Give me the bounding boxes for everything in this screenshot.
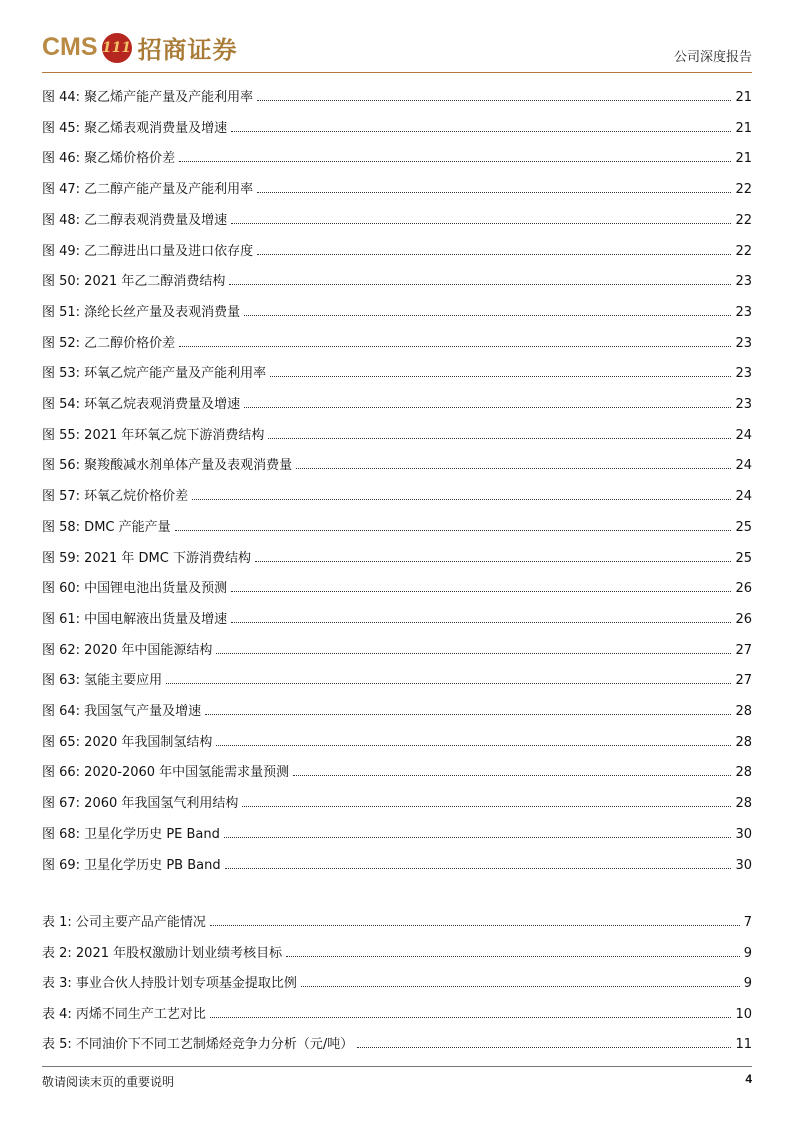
figure-entry-label: 图 51: 涤纶长丝产量及表观消费量 xyxy=(42,304,241,320)
dot-leader xyxy=(231,591,731,592)
dot-leader xyxy=(255,561,731,562)
figure-entry[interactable] xyxy=(42,793,752,811)
table-entry-page: 11 xyxy=(735,1037,752,1053)
figure-entry-page: 25 xyxy=(735,519,752,535)
figure-entry-label: 图 56: 聚羧酸减水剂单体产量及表观消费量 xyxy=(42,458,293,474)
figure-entry-label: 图 65: 2020 年我国制氢结构 xyxy=(42,734,213,750)
figure-entry-page: 23 xyxy=(735,274,752,290)
dot-leader xyxy=(166,683,731,684)
logo-badge-text: 111 xyxy=(101,39,132,56)
logo-badge-icon xyxy=(102,33,132,63)
dot-leader xyxy=(216,653,731,654)
table-entry-label: 表 5: 不同油价下不同工艺制烯烃竞争力分析（元/吨） xyxy=(42,1037,354,1053)
dot-leader xyxy=(210,925,740,926)
figure-entry-page: 24 xyxy=(735,489,752,505)
table-entry[interactable] xyxy=(42,1004,752,1022)
table-entry-page: 10 xyxy=(735,1006,752,1022)
dot-leader xyxy=(175,530,732,531)
figure-entry[interactable] xyxy=(42,670,752,688)
figure-entry-page: 28 xyxy=(735,765,752,781)
figure-entry-label: 图 67: 2060 年我国氢气利用结构 xyxy=(42,796,239,812)
figure-entry-label: 图 47: 乙二醇产能产量及产能利用率 xyxy=(42,182,254,198)
figure-entry-page: 23 xyxy=(735,397,752,412)
figure-entry-page: 28 xyxy=(735,734,752,750)
report-type: 公司深度报告 xyxy=(673,50,752,65)
figure-entry[interactable] xyxy=(42,210,752,228)
dot-leader xyxy=(242,806,731,807)
dot-leader xyxy=(244,407,731,408)
figure-entry-page: 22 xyxy=(735,212,752,228)
figure-entry-page: 26 xyxy=(735,581,752,597)
figure-entry[interactable] xyxy=(42,609,752,627)
logo-chinese-text: 招商证券 xyxy=(137,35,238,64)
dot-leader xyxy=(286,956,740,957)
dot-leader xyxy=(216,745,731,746)
dot-leader xyxy=(268,438,731,439)
figure-entry[interactable] xyxy=(42,241,752,259)
figure-entry[interactable] xyxy=(42,118,752,136)
table-entry-label: 表 2: 2021 年股权激励计划业绩考核目标 xyxy=(42,945,283,961)
figure-entry[interactable] xyxy=(42,455,752,473)
figure-entry[interactable] xyxy=(42,486,752,504)
table-entry[interactable] xyxy=(42,943,752,961)
dot-leader xyxy=(257,100,731,101)
figure-entry-label: 图 45: 聚乙烯表观消费量及增速 xyxy=(42,120,228,136)
figure-entry-label: 图 48: 乙二醇表观消费量及增速 xyxy=(42,212,228,228)
figure-entry[interactable] xyxy=(42,855,752,873)
footer-divider xyxy=(42,1066,752,1067)
dot-leader xyxy=(257,254,731,255)
table-entry[interactable] xyxy=(42,912,752,930)
table-entry-page: 9 xyxy=(743,976,752,992)
figure-entry-label: 图 52: 乙二醇价格价差 xyxy=(42,335,176,351)
figure-entry[interactable] xyxy=(42,517,752,535)
figure-entry[interactable] xyxy=(42,732,752,750)
figure-entry[interactable] xyxy=(42,640,752,658)
figure-entry[interactable] xyxy=(42,179,752,197)
figure-entry-page: 24 xyxy=(735,427,752,443)
footer-page-number: 4 xyxy=(745,1072,752,1086)
logo-latin-text: CMS xyxy=(42,33,98,61)
figure-entry[interactable] xyxy=(42,824,752,842)
figure-entry-page: 28 xyxy=(735,704,752,719)
dot-leader xyxy=(210,1017,732,1018)
dot-leader xyxy=(192,499,731,500)
figure-entry-page: 22 xyxy=(735,182,752,198)
figure-entry[interactable] xyxy=(42,148,752,166)
figure-entry-label: 图 55: 2021 年环氧乙烷下游消费结构 xyxy=(42,427,265,443)
figure-entry[interactable] xyxy=(42,425,752,443)
figure-entry-label: 图 54: 环氧乙烷表观消费量及增速 xyxy=(42,397,241,412)
figure-entry-page: 27 xyxy=(735,673,752,689)
figure-entry[interactable] xyxy=(42,394,752,412)
dot-leader xyxy=(301,986,740,987)
figure-entry-label: 图 44: 聚乙烯产能产量及产能利用率 xyxy=(42,90,254,105)
dot-leader xyxy=(257,192,731,193)
table-entry[interactable] xyxy=(42,1034,752,1052)
table-entry-page: 7 xyxy=(743,915,752,930)
figure-entry-page: 26 xyxy=(735,611,752,627)
table-entry-page: 9 xyxy=(743,945,752,961)
figure-entry-label: 图 63: 氢能主要应用 xyxy=(42,673,163,689)
table-entry-label: 表 3: 事业合伙人持股计划专项基金提取比例 xyxy=(42,976,297,992)
figure-entry-page: 24 xyxy=(735,458,752,474)
dot-leader xyxy=(205,714,731,715)
dot-leader xyxy=(244,315,731,316)
dot-leader xyxy=(179,161,731,162)
figure-entry-page: 23 xyxy=(735,335,752,351)
figure-entry-label: 图 53: 环氧乙烷产能产量及产能利用率 xyxy=(42,366,267,382)
figure-entry[interactable] xyxy=(42,271,752,289)
figure-entry-label: 图 57: 环氧乙烷价格价差 xyxy=(42,489,189,505)
table-entry-label: 表 4: 丙烯不同生产工艺对比 xyxy=(42,1006,206,1022)
dot-leader xyxy=(270,376,731,377)
figure-entry-page: 21 xyxy=(735,90,752,105)
footer-disclaimer: 敬请阅读末页的重要说明 xyxy=(42,1075,175,1089)
figure-entry[interactable] xyxy=(42,578,752,596)
company-logo xyxy=(42,30,238,65)
figure-entry-page: 30 xyxy=(735,826,752,842)
figure-entry-page: 21 xyxy=(735,151,752,167)
figure-entry-label: 图 64: 我国氢气产量及增速 xyxy=(42,704,202,719)
figure-entry-label: 图 50: 2021 年乙二醇消费结构 xyxy=(42,274,226,290)
page-header xyxy=(42,28,752,72)
figure-entry-label: 图 46: 聚乙烯价格价差 xyxy=(42,151,176,167)
figure-entry[interactable] xyxy=(42,87,752,105)
figure-entry-label: 图 66: 2020-2060 年中国氢能需求量预测 xyxy=(42,765,290,781)
dot-leader xyxy=(229,284,731,285)
dot-leader xyxy=(179,346,731,347)
dot-leader xyxy=(224,837,732,838)
figure-entry[interactable] xyxy=(42,762,752,780)
figure-entry-label: 图 61: 中国电解液出货量及增速 xyxy=(42,611,228,627)
dot-leader xyxy=(231,223,731,224)
figure-entry-label: 图 69: 卫星化学历史 PB Band xyxy=(42,857,221,873)
figure-entry-label: 图 68: 卫星化学历史 PE Band xyxy=(42,826,220,842)
figure-entry-page: 28 xyxy=(735,796,752,812)
figure-entry-page: 25 xyxy=(735,550,752,566)
figure-entry[interactable] xyxy=(42,302,752,320)
table-entry-label: 表 1: 公司主要产品产能情况 xyxy=(42,915,206,930)
dot-leader xyxy=(296,468,731,469)
figure-entry-page: 27 xyxy=(735,642,752,658)
figure-entry-page: 22 xyxy=(735,243,752,259)
dot-leader xyxy=(231,622,731,623)
figure-entry-label: 图 58: DMC 产能产量 xyxy=(42,519,171,535)
figure-entry-page: 23 xyxy=(735,304,752,320)
table-entry[interactable] xyxy=(42,973,752,991)
figure-entry[interactable] xyxy=(42,701,752,719)
figure-entry-label: 图 62: 2020 年中国能源结构 xyxy=(42,642,213,658)
dot-leader xyxy=(225,868,732,869)
figure-entry-page: 30 xyxy=(735,857,752,873)
dot-leader xyxy=(357,1047,731,1048)
figure-entry-page: 21 xyxy=(735,120,752,136)
figure-entry[interactable] xyxy=(42,363,752,381)
figure-entry-label: 图 49: 乙二醇进出口量及进口依存度 xyxy=(42,243,254,259)
figure-entry-label: 图 59: 2021 年 DMC 下游消费结构 xyxy=(42,550,251,566)
figure-entry-label: 图 60: 中国锂电池出货量及预测 xyxy=(42,581,228,597)
figure-entry[interactable] xyxy=(42,333,752,351)
dot-leader xyxy=(231,131,731,132)
figure-entry[interactable] xyxy=(42,548,752,566)
header-divider xyxy=(42,72,752,73)
dot-leader xyxy=(293,775,731,776)
figure-entry-page: 23 xyxy=(735,366,752,382)
